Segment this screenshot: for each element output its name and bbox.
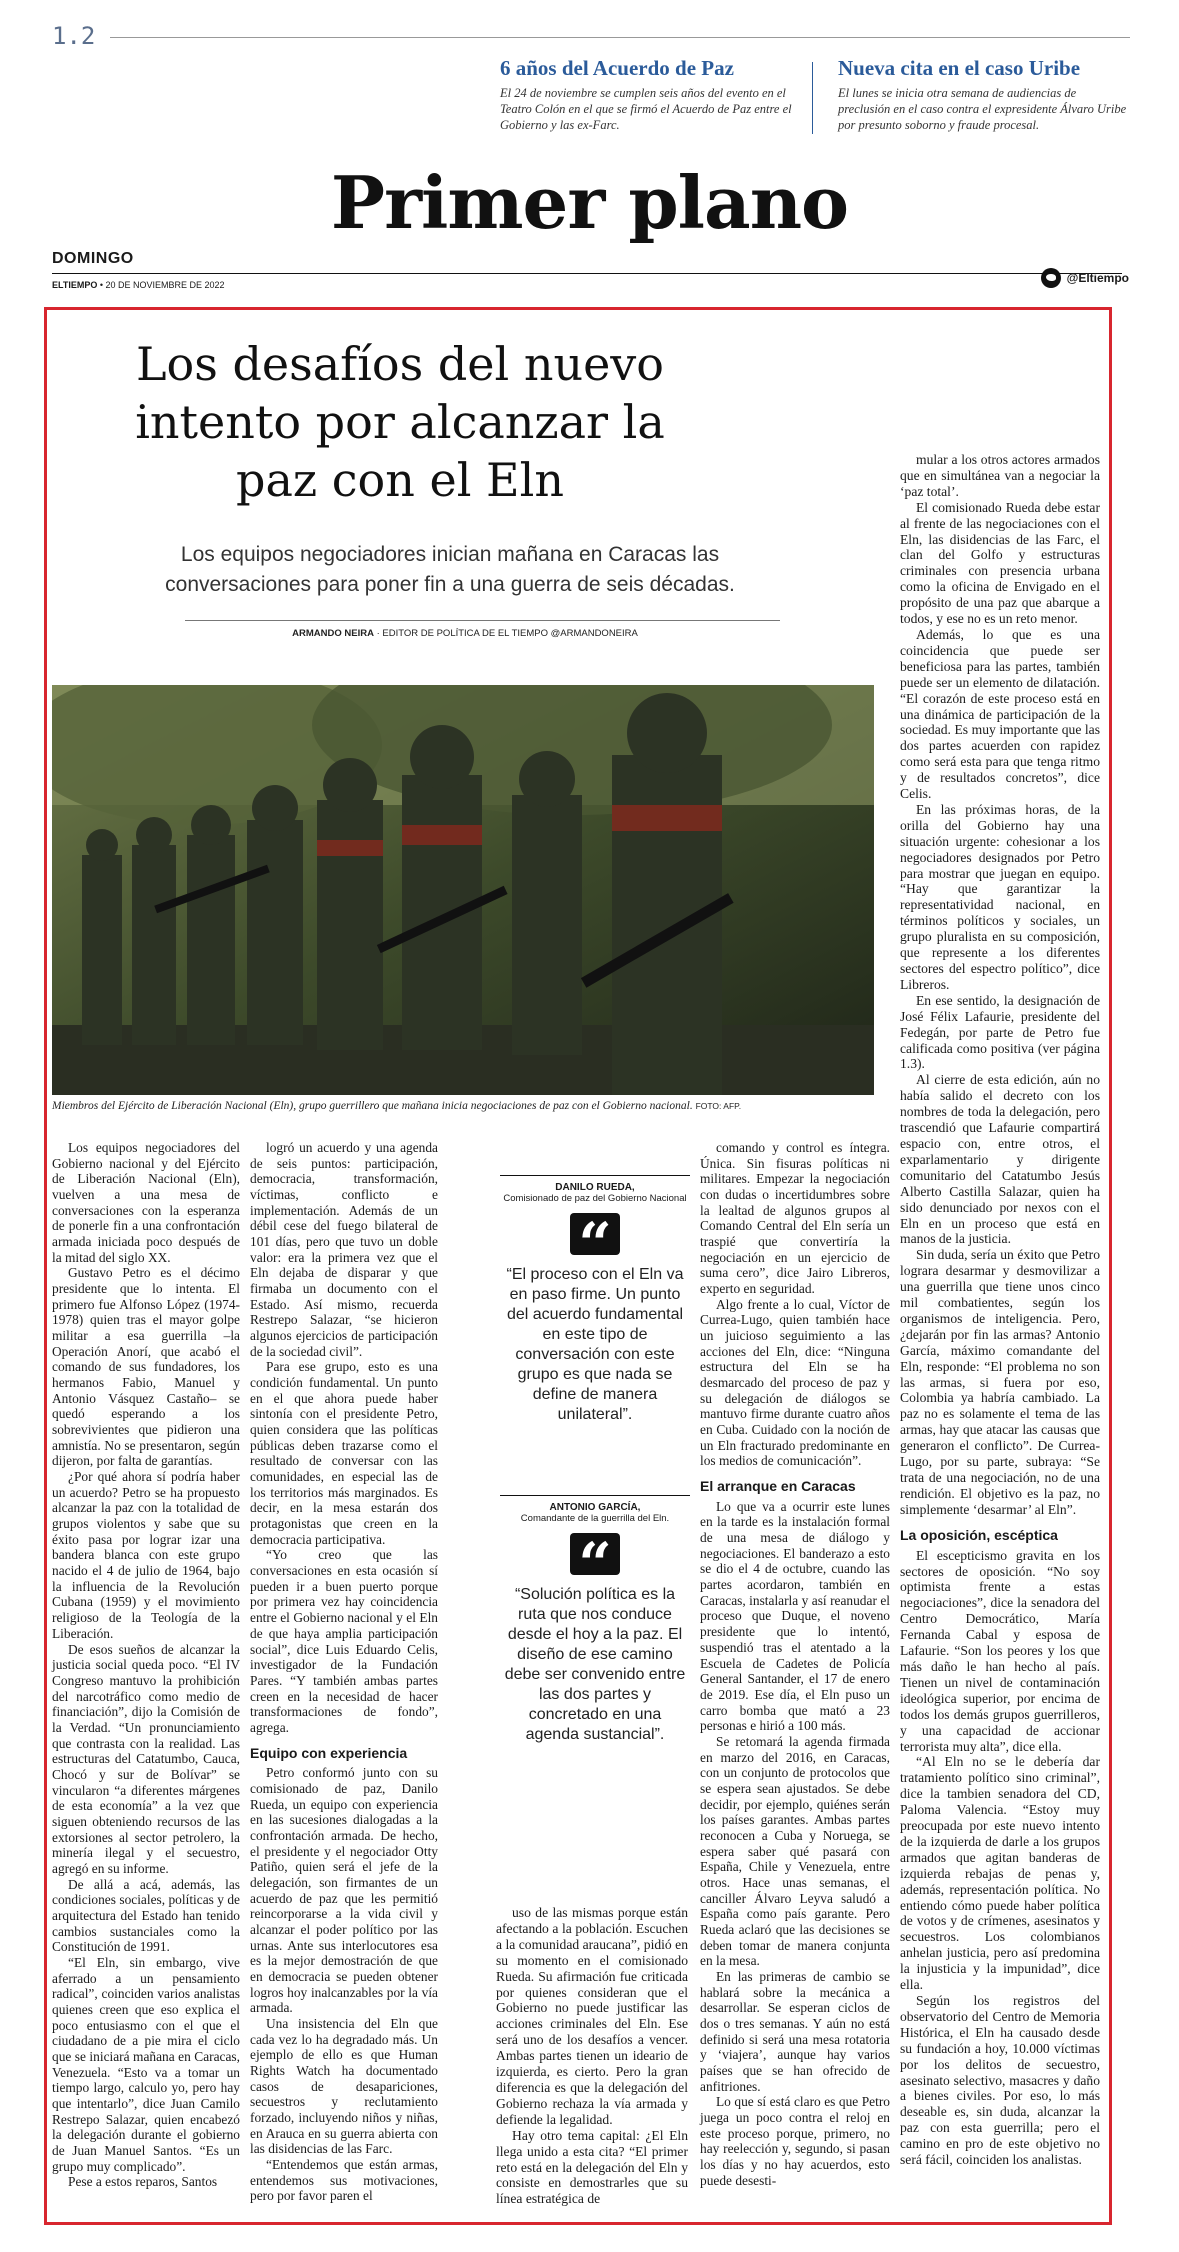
twitter-handle: @Eltiempo	[1066, 271, 1129, 285]
paragraph: De allá a acá, además, las condiciones sociales, políticas y de arquitectura del Estado han tenido cambios sustanciales como la Constitución de 1991.	[52, 1876, 240, 1955]
subhead: La oposición, escéptica	[900, 1526, 1058, 1543]
teaser-title: 6 años del Acuerdo de Paz	[500, 56, 734, 80]
date: • 20 DE NOVIEMBRE DE 2022	[99, 280, 225, 290]
section-title: Primer plano	[330, 160, 849, 245]
paragraph: Además, lo que es una coincidencia que puede ser beneficiosa para las partes, también puede ser un elemento de dilatación. “El corazón de este proceso está en una dinámica de participación de la sociedad. Es muy importante que las dos partes acuerden con rapidez como será esta para que tenga ritmo y de resultados concretos”, dice Celis.	[900, 626, 1100, 802]
paragraph: Para ese grupo, esto es una condición fundamental. Un punto en el que ahora puede haber sintonía con el presidente Petro, quien considera que las políticas públicas deben trazarse como el resultado de conversar con las comunidades, en especial las de los territorios más marginados. Es decir, en la mesa estarán dos protagonistas que creen en la democracia participativa.	[250, 1359, 438, 1547]
paragraph: mular a los otros actores armados que en simultánea van a negociar la ‘paz total’.	[900, 452, 1100, 499]
paragraph: Una insistencia del Eln que cada vez lo ha degradado más. Un ejemplo de ello es que Human Rights Watch ha documentado casos de desapariciones, secuestros y reclutamiento forzado, incluyendo niños y niñas, en Arauca en su guerra abierta con las disidencias de las Farc.	[250, 2015, 438, 2157]
paragraph: Hay otro tema capital: ¿El Eln llega unido a esta cita? “El primer reto está en la delegación del Eln y consiste en demostrarles que su línea estratégica de	[496, 2127, 688, 2207]
paragraph: El escepticismo gravita en los sectores de oposición. “No soy optimista frente a estas negociaciones”, dice la senadora del Centro Democrático, María Fernanda Cabal y esposa de Lafaurie. “Son los peores y los que más daño le han hecho al país. Tienen un nivel de contaminación ideológica superior, por encima de todos los demás grupos guerrilleros, y una capacidad de accionar terrorista muy alta”, dice ella.	[900, 1547, 1100, 1754]
paragraph: “El Eln, sin embargo, vive aferrado a un pensamiento radical”, coinciden varios analistas quienes creen que eso explica el poco entusiasmo con el que el ciudadano de a pie mira el ciclo que se iniciará mañana en Caracas, Venezuela. “Esto va a tomar un tiempo largo, calculo yo, pero hay que intentarlo”, dice Juan Camilo Restrepo Salazar, quien encabezó la delegación durante el gobierno de Juan Manuel Santos. “Es un grupo muy complicado”.	[52, 1954, 240, 2174]
quote-text: “Solución política es la ruta que nos conduce desde el hoy a la paz. El diseño de ese camino debe ser convenido entre las dos partes y concretado en una agenda sustancial”.	[504, 1586, 686, 1743]
article-column-4	[700, 1140, 890, 2188]
twitter-icon	[1041, 268, 1061, 288]
article-deck: Los equipos negociadores inician mañana en Caracas las conversaciones para poner fin a una guerra de seis décadas.	[165, 543, 735, 596]
pull-quote-garcia	[500, 1495, 690, 1745]
photo-credit: FOTO: AFP.	[695, 1101, 742, 1111]
paragraph: En ese sentido, la designación de José Félix Lafaurie, presidente del Fedegán, por parte de Petro fue calificada como positiva (ver página 1.3).	[900, 992, 1100, 1072]
paragraph: “Yo creo que las conversaciones en esta ocasión sí pueden ir a buen puerto porque por primera vez hay coincidencia entre el Gobierno nacional y el Eln de que haya amplia participación social”, dice Luis Eduardo Celis, investigador de la Fundación Pares. “Y también ambas partes creen en la necesidad de hacer transformaciones de fondo”, agrega.	[250, 1547, 438, 1735]
caption-text: Miembros del Ejército de Liberación Nacional (Eln), grupo guerrillero que mañana inicia negociaciones de paz con el Gobierno nacional.	[52, 1100, 693, 1112]
byline	[160, 628, 770, 639]
paragraph: Según los registros del observatorio del Centro de Memoria Histórica, el Eln ha causado desde su fundación a hoy, 10.000 víctimas por los delitos de secuestro, asesinato selectivo, masacres y daño a bienes civiles. Por eso, lo más deseable es, sin duda, alcanzar la paz con esta guerrilla; pero el camino en pro de este objetivo no será fácil, coinciden los analistas.	[900, 1993, 1100, 2168]
day-label: DOMINGO	[52, 250, 134, 267]
article-column-3	[496, 1905, 688, 2207]
teaser-uribe-case[interactable]	[838, 55, 1128, 133]
paragraph: Se retomará la agenda firmada en marzo del 2016, en Caracas, con un conjunto de protocolos que se espera sean ajustados. Se debe decidir, por ejemplo, quiénes serán los países garantes. Ambas partes reconocen a Cuba y Noruega, se espera saber qué pasará con España, Chile y Venezuela, entre otros. Hace unas semanas, el canciller Álvaro Leyva saludó a España como país garante. Pero Rueda aclaró que las decisiones se deben tomar de manera conjunta en la mesa.	[700, 1733, 890, 1969]
guerrilla-photo-image	[52, 685, 874, 1095]
paragraph: Lo que sí está claro es que Petro juega un poco contra el reloj en este proceso porque, primero, no hay reelección y, segundo, si pasan los días y no hay acuerdos, esto puede desesti-	[700, 2094, 890, 2188]
dateline	[52, 280, 225, 290]
paragraph: Los equipos negociadores del Gobierno nacional y del Ejército de Liberación Nacional (Eln), vuelven a una mesa de conversaciones con la esperanza de ponerle fin a una confrontación armada iniciada poco después de la mitad del siglo XX.	[52, 1140, 240, 1265]
photo-caption	[52, 1100, 882, 1112]
paragraph: Gustavo Petro es el décimo presidente que lo intenta. El primero fue Alfonso López (1974-1978) quien tras el mayor golpe militar a esa guerrilla –la Operación Anorí, que acabó el comando de sus fundadores, los hermanos Fabio, Manuel y Antonio Vásquez Castaño– se quedó esperando a los sobrevivientes que pidieron una amnistía. No se presentaron, según dijeron, por falta de garantías.	[52, 1265, 240, 1469]
paragraph: Algo frente a lo cual, Víctor de Currea-Lugo, quien también hace un juicioso seguimiento a las acciones del Eln, dice: “Ninguna estructura del Eln se ha desmarcado del proceso de paz y su delegación de diálogos se mantuvo firme durante cuatro años en Cuba. Cuidado con la noción de un Eln fracturado predominante en los medios de comunicación”.	[700, 1296, 890, 1469]
header-rule	[52, 273, 1122, 274]
paragraph: “Entendemos que están armas, entendemos sus motivaciones, pero por favor paren el	[250, 2157, 438, 2204]
article-column-1	[52, 1140, 240, 2190]
paragraph: comando y control es íntegra. Única. Sin fisuras políticas ni militares. Empezar la negociación con dudas o incertidumbres sobre la lealtad de algunos grupos al Comando Central del Eln sería un traspié que convertiría la negociación en un ejercicio de suma cero”, dice Jairo Libreros, experto en seguridad.	[700, 1140, 890, 1297]
teaser-divider	[812, 62, 813, 134]
top-rule	[110, 37, 1130, 38]
paragraph: El comisionado Rueda debe estar al frente de las negociaciones con el Eln, las disidencias de las Farc, el clan del Golfo y estructuras criminales con presencia urbana como la oficina de Envigado en el propósito de una paz que abarque a todos, y ese no es un reto menor.	[900, 499, 1100, 627]
paragraph: Al cierre de esta edición, aún no había salido el decreto con los nombres de toda la delegación, pero trascendió que Lafaurie compartirá espacio con, entre otros, el exparlamentario y dirigente comunitario del Catatumbo Jesús Alberto Castilla Salazar, quien ha sido denunciado por nexos con el Eln en un proceso que está en manos de la justicia.	[900, 1072, 1100, 1247]
social-handle[interactable]	[1041, 268, 1129, 288]
byline-role: · EDITOR DE POLÍTICA DE EL TIEMPO @ARMANDONEIRA	[376, 628, 638, 639]
page-number: 1.2	[52, 22, 96, 50]
paragraph: En las próximas horas, de la orilla del Gobierno hay una situación urgente: cohesionar a los negociadores designados por Petro para mostrar que juegan en equipo. “Hay que garantizar la representatividad nacional, en términos políticos y sociales, un grupo pluralista en su composición, que represente a los diferentes sectores del espectro político”, dice Libreros.	[900, 801, 1100, 992]
paper-name: ELTIEMPO	[52, 280, 98, 290]
quote-name: ANTONIO GARCÍA,	[500, 1495, 690, 1513]
paragraph: ¿Por qué ahora sí podría haber un acuerdo? Petro se ha propuesto alcanzar la paz con la totalidad de grupos violentos y sabe que su éxito pasa por lograr izar una bandera blanca con este grupo nacido el 4 de julio de 1964, bajo la influencia de la Revolución Cubana (1959) y el movimiento religioso de la Teología de la Liberación.	[52, 1469, 240, 1641]
paragraph: Lo que va a ocurrir este lunes en la tarde es la instalación formal de una mesa de diálogo y negociaciones. El banderazo a esto se dio el 4 de octubre, cuando las partes acordaron, también en Caracas, instalarla y así reanudar el proceso que Duque, el noveno presidente que lo intentó, suspendió tras el atentado a la Escuela de Cadetes de Policía General Santander, el 17 de enero de 2019. Ese día, el Eln puso un carro bomba que mató a 23 personas e hirió a 100 más.	[700, 1498, 890, 1734]
teaser-text: El 24 de noviembre se cumplen seis años del evento en el Teatro Colón en el que se firmó el Acuerdo de Paz entre el Gobierno y las ex-Farc.	[500, 86, 792, 132]
guerrilla-photo	[52, 685, 874, 1095]
paragraph: Sin duda, sería un éxito que Petro lograra desarmar y desmovilizar a una guerrilla que tiene unos cinco mil combatientes, según los organismos de inteligencia. Pero, ¿dejarán por fin las armas? Antonio García, máximo comandante del Eln, responde: “El problema no son las armas, si fuera por eso, Colombia ya habría cambiado. La paz no es solamente el tema de las armas, hay que atacar las causas que generaron el conflicto”. De Currea-Lugo, por su parte, subraya: “Se trata de una negociación, no de una rendición. El objetivo es la paz, no simplemente ‘desarmar’ al Eln”.	[900, 1247, 1100, 1517]
subhead: El arranque en Caracas	[700, 1478, 856, 1495]
teaser-title: Nueva cita en el caso Uribe	[838, 56, 1081, 80]
quote-mark-icon: “	[570, 1213, 620, 1255]
paragraph: “Al Eln no se le debería dar tratamiento político sino criminal”, dice la tambien senadora del CD, Paloma Valencia. “Estoy muy preocupada por este nuevo intento de la izquierda de darle a los grupos armados que agitan banderas de izquierda rebajas de penas y, además, representación política. No entiendo cómo puede haber política de votos y de crímenes, asesinatos y secuestros. Los colombianos anhelan justicia, pero así predomina la injusticia y la impunidad”, dice ella.	[900, 1754, 1100, 1993]
quote-role: Comisionado de paz del Gobierno Nacional	[503, 1193, 687, 1204]
article-headline: Los desafíos del nuevo intento por alcanzar la paz con el Eln	[135, 337, 665, 507]
paragraph: logró un acuerdo y una agenda de seis puntos: participación, democracia, transformación, víctimas, conflicto e implementación. Además de un débil cese del fuego bilateral de 101 días, pero que tuvo un doble valor: era la primera vez que el Eln dejaba de disparar y que firmaba un documento con el Estado. Así mismo, recuerda Restrepo Salazar, “se hicieron algunos ejercicios de participación de la sociedad civil”.	[250, 1140, 438, 1359]
quote-role: Comandante de la guerrilla del Eln.	[520, 1513, 670, 1524]
byline-rule	[185, 620, 780, 621]
paragraph: Petro conformó junto con su comisionado de paz, Danilo Rueda, un equipo con experiencia en las sucesiones dialogadas a la confrontación armada. De hecho, el presidente y el negociador Otty Patiño, quien será el jefe de la delegación, son firmantes de un acuerdo de paz que les permitió reincorporarse a la vida civil y alcanzar el poder político por las urnas. Ante sus interlocutores esa es la mejor demostración de que en democracia se pueden obtener logros hoy inalcanzables por la vía armada.	[250, 1765, 438, 2016]
article-column-2	[250, 1140, 438, 2204]
paragraph: De esos sueños de alcanzar la justicia social queda poco. “El IV Congreso mantuvo la prohibición del narcotráfico como medio de financiación”, dijo la Comisión de la Verdad. “Un pronunciamiento que contrasta con la realidad. Las estructuras del Catatumbo, Cauca, Chocó y sur de Bolívar” se vincularon “a diferentes márgenes de esta economía” a la vez que siguen obteniendo recursos de las extorsiones al sector petrolero, la minería ilegal y el secuestro, agregó en su informe.	[52, 1641, 240, 1876]
paragraph: uso de las mismas porque están afectando a la población. Escuchen a la comunidad araucana”, pidió en su momento en el comisionado Rueda. Su afirmación fue criticada por quienes consideran que el Gobierno no puede justificar las acciones criminales del Eln. Ese será uno de los desafíos a vencer. Ambas partes tienen un ideario de izquierda, es cierto. Pero la gran diferencia es que la delegación del Gobierno rechaza la vía armada y defiende la legalidad.	[496, 1905, 688, 2127]
teaser-text: El lunes se inicia otra semana de audiencias de preclusión en el caso contra el expresidente Álvaro Uribe por presunto soborno y fraude procesal.	[838, 86, 1127, 132]
article-column-5	[900, 452, 1100, 2168]
paragraph: En las primeras de cambio se hablará sobre la mecánica a desarrollar. Se esperan ciclos de dos o tres semanas. Y aún no está definido si será una mesa rotatoria y ‘viajera’, aunque hay varios países que se han ofrecido de anfitriones.	[700, 1968, 890, 2094]
paragraph: Pese a estos reparos, Santos	[68, 2174, 218, 2190]
quote-name: DANILO RUEDA,	[500, 1175, 690, 1193]
quote-mark-icon: “	[570, 1533, 620, 1575]
quote-text: “El proceso con el Eln va en paso firme. Un punto del acuerdo fundamental en este tipo de conversación con este grupo es que nada se define de manera unilateral”.	[506, 1266, 684, 1423]
byline-name: ARMANDO NEIRA	[292, 628, 374, 639]
subhead: Equipo con experiencia	[250, 1744, 408, 1761]
teaser-peace-agreement[interactable]	[500, 55, 800, 133]
pull-quote-rueda	[500, 1175, 690, 1425]
